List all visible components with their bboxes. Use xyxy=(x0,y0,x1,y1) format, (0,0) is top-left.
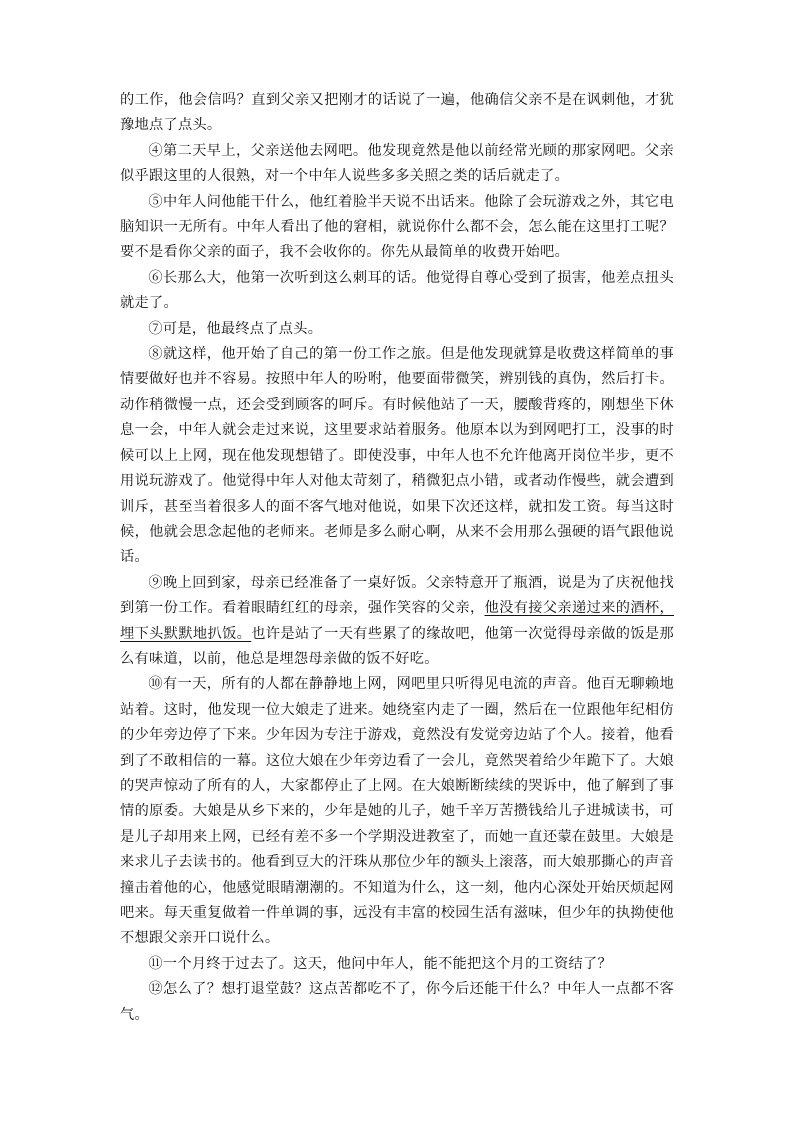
paragraph-9 xyxy=(120,571,674,673)
underlined-sentence: 他没有接父亲递过来的酒杯，埋下头默默地扒饭。 xyxy=(120,600,674,642)
paragraph-4: ④第二天早上，父亲送他去网吧。他发现竟然是他以前经常光顾的那家网吧。父亲似乎跟这里的人很熟，对一个中年人说些多多关照之类的话后就走了。 xyxy=(120,142,674,185)
story-text xyxy=(120,88,674,1028)
paragraph-9-part-a: ⑨晚上回到家，母亲已经准备了一桌好饭。父亲特意开了瓶酒，说是为了庆祝他找到第一份工作。看着眼睛红红的母亲，强作笑容的父亲， xyxy=(120,574,674,617)
paragraph-5: ⑤中年人问他能干什么，他红着脸半天说不出话来。他除了会玩游戏之外，其它电脑知识一无所有。中年人看出了他的窘相，就说你什么都不会，怎么能在这里打工呢？要不是看你父亲的面子，我不会收你的。你先从最简单的收费开始吧。 xyxy=(120,193,674,261)
paragraph-continued: 的工作，他会信吗？直到父亲又把刚才的话说了一遍，他确信父亲不是在讽刺他，才犹豫地点了点头。 xyxy=(120,92,674,134)
paragraph-7: ⑦可是，他最终点了点头。 xyxy=(148,320,323,337)
paragraph-9-part-b: 也许是站了一天有些累了的缘故吧，他第一次觉得母亲做的饭是那么有味道，以前，他总是埋怨母亲做的饭不好吃。 xyxy=(120,625,674,667)
paragraph-10: ⑩有一天，所有的人都在静静地上网，网吧里只听得见电流的声音。他百无聊赖地站着。这时，他发现一位大娘走了进来。她绕室内走了一圈，然后在一位跟他年纪相仿的少年旁边停了下来。少年因为专注于游戏，竟然没有发觉旁边站了个人。接着，他看到了不敢相信的一幕。这位大娘在少年旁边看了一会儿，竟然哭着给少年跪下了。大娘的哭声惊动了所有的人，大家都停止了上网。在大娘断断续续的哭诉中，他了解到了事情的原委。大娘是从乡下来的，少年是她的儿子，她千辛万苦攒钱给儿子进城读书，可是儿子却用来上网，已经有差不多一个学期没进教室了，而她一直还蒙在鼓里。大娘是来求儿子去读书的。他看到豆大的汗珠从那位少年的额头上滚落，而大娘那撕心的声音撞击着他的心，他感觉眼睛潮潮的。不知道为什么，这一刻，他内心深处开始厌烦起网吧来。每天重复做着一件单调的事，远没有丰富的校园生活有滋味，但少年的执拗使他不想跟父亲开口说什么。 xyxy=(120,676,674,947)
paragraph-12: ⑫怎么了？想打退堂鼓？这点苦都吃不了，你今后还能干什么？中年人一点都不客气。 xyxy=(120,981,674,1023)
paragraph-11: ⑪一个月终于过去了。这天，他问中年人，能不能把这个月的工资结了？ xyxy=(148,955,612,972)
paragraph-8: ⑧就这样，他开始了自己的第一份工作之旅。但是他发现就算是收费这样简单的事情要做好也并不容易。按照中年人的吩咐，他要面带微笑，辨别钱的真伪，然后打卡。动作稍微慢一点，还会受到顾客的呵斥。有时候他站了一天，腰酸背疼的，刚想坐下休息一会，中年人就会走过来说，这里要求站着服务。他原本以为到网吧打工，没事的时候可以上上网，现在他发现想错了。即使没事，中年人也不允许他离开岗位半步，更不用说玩游戏了。他觉得中年人对他太苛刻了，稍微犯点小错，或者动作慢些，就会遭到训斥，甚至当着很多人的面不客气地对他说，如果下次还这样，就扣发工资。每当这时候，他就会思念起他的老师来。老师是多么耐心啊，从来不会用那么强硬的语气跟他说话。 xyxy=(120,346,674,566)
paragraph-6: ⑥长那么大，他第一次听到这么刺耳的话。他觉得自尊心受到了损害，他差点扭头就走了。 xyxy=(120,269,674,312)
